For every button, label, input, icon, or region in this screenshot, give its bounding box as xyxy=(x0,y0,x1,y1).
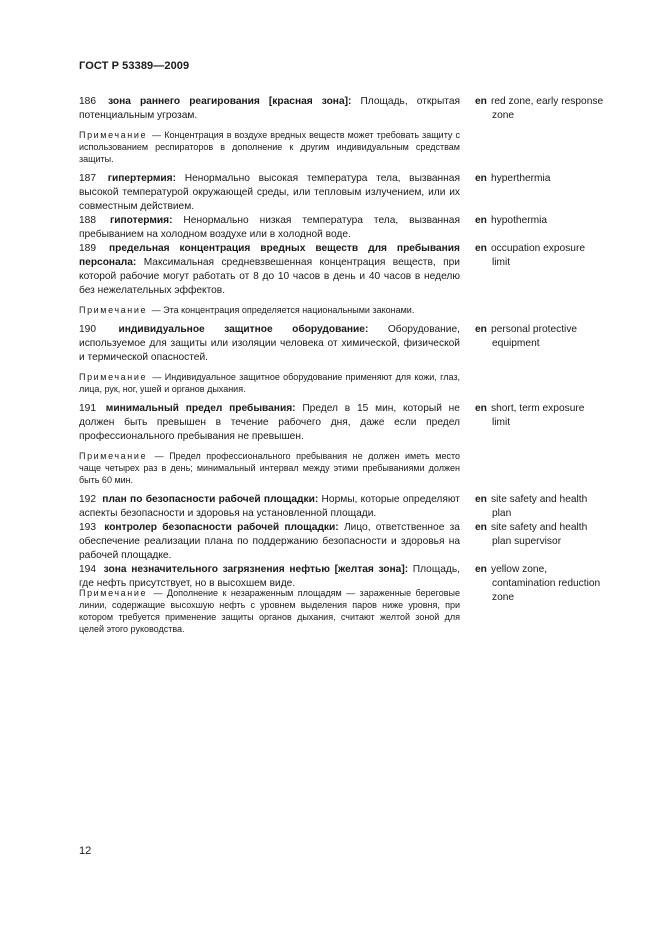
term-equivalent-en xyxy=(475,95,625,123)
document-header: ГОСТ Р 53389—2009 xyxy=(79,60,190,72)
term-entry-190 xyxy=(79,323,619,365)
term-equivalent-en xyxy=(475,242,625,270)
term-definition-ru xyxy=(79,214,460,242)
term-equivalent-en xyxy=(475,521,625,549)
term-number: 193 xyxy=(79,522,96,533)
en-term-line: personal protective xyxy=(491,324,578,335)
en-term-line: yellow zone, xyxy=(491,564,548,575)
term-number: 190 xyxy=(79,324,96,335)
page-number: 12 xyxy=(79,845,92,857)
term-equivalent-en xyxy=(475,214,625,228)
language-code: en xyxy=(475,494,487,505)
term-number: 188 xyxy=(79,215,96,226)
language-code: en xyxy=(475,564,487,575)
language-code: en xyxy=(475,324,487,335)
language-code: en xyxy=(475,215,487,226)
term-equivalent-en xyxy=(475,172,625,186)
term-number: 192 xyxy=(79,494,96,505)
note-label: Примечание xyxy=(79,588,148,598)
term-name: минимальный предел пребывания: xyxy=(105,403,296,414)
term-number: 186 xyxy=(79,96,96,107)
term-note-191 xyxy=(79,450,460,486)
en-term-line: site safety and health xyxy=(491,494,588,505)
en-term-line: equipment xyxy=(492,338,540,349)
en-term-line: hypothermia xyxy=(491,215,548,226)
note-text: — Индивидуальное защитное оборудование применяют для кожи, глаз, лица, рук, ног, ушей и органов дыхания. xyxy=(79,372,460,394)
en-term-line: site safety and health xyxy=(491,522,588,533)
en-term-line: limit xyxy=(492,257,511,268)
term-definition-text: Ненормально низкая температура тела, вызванная пребыванием на холодном воздухе или в холодной воде. xyxy=(79,215,460,240)
term-number: 191 xyxy=(79,403,96,414)
en-term-line: plan xyxy=(492,508,512,519)
language-code: en xyxy=(475,403,487,414)
term-number: 194 xyxy=(79,564,96,575)
term-equivalent-en xyxy=(475,323,625,351)
term-entry-189 xyxy=(79,242,619,298)
term-number: 189 xyxy=(79,243,96,254)
en-term-line: hyperthermia xyxy=(491,173,551,184)
en-term-line: zone xyxy=(492,592,515,603)
term-definition-text: Нормы, которые определяют аспекты безопасности и здоровья на установленной площади. xyxy=(79,494,460,519)
language-code: en xyxy=(475,173,487,184)
term-note-189 xyxy=(79,304,460,316)
term-definition-ru xyxy=(79,95,460,123)
term-equivalent-en xyxy=(475,402,625,430)
language-code: en xyxy=(475,243,487,254)
term-name: индивидуальное защитное оборудование: xyxy=(118,324,369,335)
note-label: Примечание xyxy=(79,372,148,382)
term-name: гипотермия: xyxy=(109,215,173,226)
term-definition-text: Ненормально высокая температура тела, вызванная высокой температурой окружающей среды, или тепловым излучением, или их совместным действием. xyxy=(79,173,460,212)
term-name: зона незначительного загрязнения нефтью [желтая зона]: xyxy=(103,564,409,575)
term-equivalent-en xyxy=(475,563,625,605)
note-text: — Предел профессионального пребывания не должен иметь место чаще четырех раз в день; минимальный интервал между этими пребываниями должен быть 60 мин. xyxy=(79,451,460,485)
term-definition-text: Площадь, открытая потенциальным угрозам. xyxy=(79,96,460,121)
term-note-190 xyxy=(79,371,460,395)
en-term-line: zone xyxy=(492,110,515,121)
term-number: 187 xyxy=(79,173,96,184)
term-definition-ru xyxy=(79,323,460,365)
note-text: — Дополнение к незараженным площадям — зараженные береговые линии, содержащие высохшую нефть с уровнем выделения паров ниже уровня, при котором требуется применение защиты органов дыхания, считают желтой зоной для целей этого руководства. xyxy=(79,588,460,634)
term-entry-188 xyxy=(79,214,619,242)
term-name: предельная концентрация вредных веществ для пребывания персонала: xyxy=(79,243,460,268)
term-name: контролер безопасности рабочей площадки: xyxy=(104,522,339,533)
en-term-line: occupation exposure xyxy=(491,243,586,254)
terms-body xyxy=(79,95,619,642)
term-definition-ru xyxy=(79,242,460,298)
language-code: en xyxy=(475,96,487,107)
en-term-line: red zone, early response xyxy=(491,96,604,107)
en-term-line: plan supervisor xyxy=(492,536,562,547)
term-definition-text: Предел в 15 мин, который не должен быть превышен в течение рабочего дня, даже если предел профессионального пребывания не превышен. xyxy=(79,403,460,442)
term-equivalent-en xyxy=(475,493,625,521)
note-label: Примечание xyxy=(79,305,148,315)
term-entry-191 xyxy=(79,402,619,444)
term-definition-ru xyxy=(79,402,460,444)
note-label: Примечание xyxy=(79,451,148,461)
term-name: план по безопасности рабочей площадки: xyxy=(102,494,319,505)
term-entry-192 xyxy=(79,493,619,521)
term-name: гипертермия: xyxy=(107,173,177,184)
term-name: зона раннего реагирования [красная зона]: xyxy=(108,96,352,107)
language-code: en xyxy=(475,522,487,533)
en-term-line: limit xyxy=(492,417,511,428)
term-definition-text: Максимальная средневзвешенная концентрация веществ, при которой рабочие могут работать от 8 до 10 часов в день и 40 часов в неделю без нежелательных эффектов. xyxy=(79,257,460,296)
term-definition-ru xyxy=(79,521,460,563)
term-definition-text: Площадь, где нефть присутствует, но в высохшем виде. xyxy=(79,564,460,589)
term-note-194 xyxy=(79,587,460,635)
term-definition-text: Лицо, ответственное за обеспечение реализации плана по поддержанию безопасности и здоровья на рабочей площадке. xyxy=(79,522,460,561)
note-text: — Эта концентрация определяется национальными законами. xyxy=(151,305,415,315)
en-term-line: short, term exposure xyxy=(491,403,585,414)
note-label: Примечание xyxy=(79,130,148,140)
term-definition-ru xyxy=(79,493,460,521)
term-definition-text: Оборудование, используемое для защиты или изоляции человека от химической, физической и термической опасностей. xyxy=(79,324,460,363)
en-term-line: contamination reduction xyxy=(492,578,601,589)
term-entry-186 xyxy=(79,95,619,123)
term-note-186 xyxy=(79,129,460,165)
term-definition-ru xyxy=(79,172,460,214)
term-entry-193 xyxy=(79,521,619,563)
note-text: — Концентрация в воздухе вредных веществ может требовать защиту с использованием респираторов в дополнение к другим индивидуальным средствам защиты. xyxy=(79,130,460,164)
term-entry-187 xyxy=(79,172,619,214)
